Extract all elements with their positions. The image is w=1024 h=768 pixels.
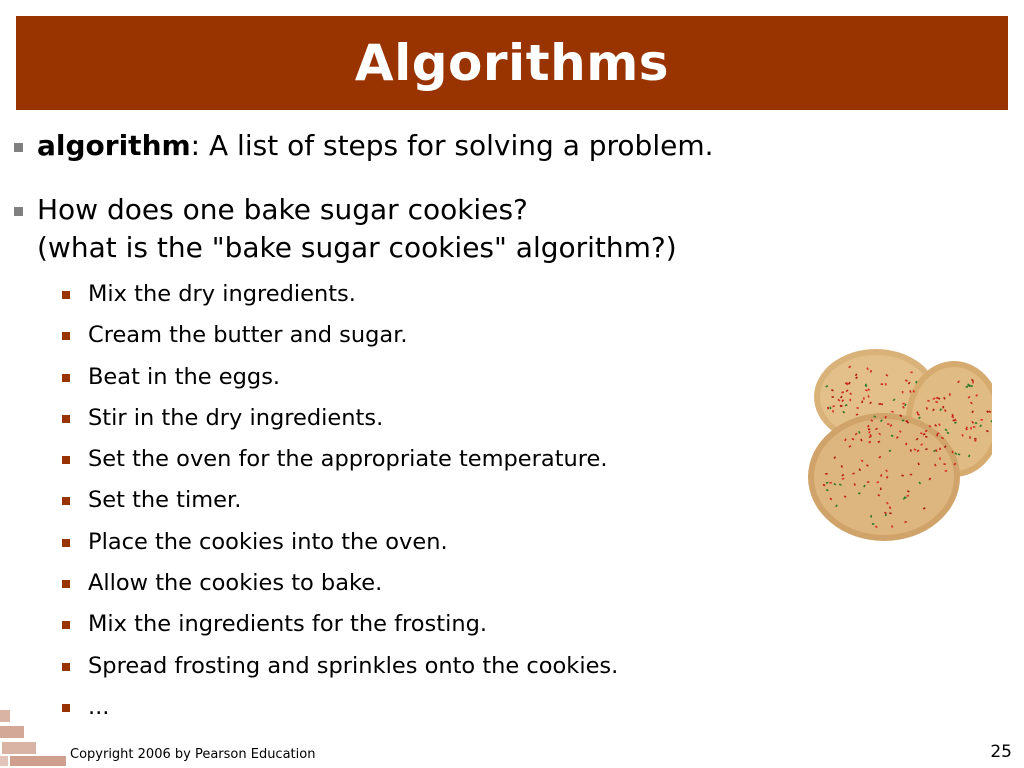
slide-title: Algorithms	[354, 34, 670, 92]
bullet-question-text	[37, 191, 677, 267]
square-bullet-icon	[62, 663, 70, 671]
recipe-step-text: Allow the cookies to bake.	[88, 570, 383, 597]
recipe-step-text: Beat in the eggs.	[88, 363, 281, 390]
question-subline: (what is the "bake sugar cookies" algorithm?)	[37, 231, 677, 264]
square-bullet-icon	[62, 539, 70, 547]
bullet-definition-text	[37, 127, 714, 165]
square-bullet-icon	[14, 207, 23, 216]
recipe-step-text: ...	[88, 693, 110, 720]
recipe-step-text: Stir in the dry ingredients.	[88, 404, 384, 431]
square-bullet-icon	[62, 332, 70, 340]
question-line: How does one bake sugar cookies?	[37, 193, 528, 226]
title-bar	[16, 16, 1008, 110]
brick-stack-logo	[0, 706, 66, 768]
square-bullet-icon	[62, 621, 70, 629]
square-bullet-icon	[62, 497, 70, 505]
recipe-step-text: Mix the ingredients for the frosting.	[88, 611, 488, 638]
recipe-step-text: Set the timer.	[88, 487, 242, 514]
square-bullet-icon	[62, 291, 70, 299]
square-bullet-icon	[14, 143, 23, 152]
recipe-step-text: Spread frosting and sprinkles onto the cookies.	[88, 652, 619, 679]
square-bullet-icon	[62, 374, 70, 382]
recipe-step-text: Set the oven for the appropriate temperature.	[88, 446, 608, 473]
square-bullet-icon	[62, 456, 70, 464]
copyright-text: Copyright 2006 by Pearson Education	[70, 747, 316, 762]
square-bullet-icon	[62, 580, 70, 588]
page-number: 25	[990, 742, 1012, 762]
recipe-step-text: Cream the butter and sugar.	[88, 322, 408, 349]
recipe-step-text: Place the cookies into the oven.	[88, 528, 448, 555]
definition-text: : A list of steps for solving a problem.	[190, 129, 714, 162]
term-algorithm: algorithm	[37, 129, 191, 162]
square-bullet-icon	[62, 415, 70, 423]
recipe-step-text: Mix the dry ingredients.	[88, 281, 356, 307]
sugar-cookies-photo	[804, 349, 992, 542]
cookie-front	[808, 413, 960, 541]
